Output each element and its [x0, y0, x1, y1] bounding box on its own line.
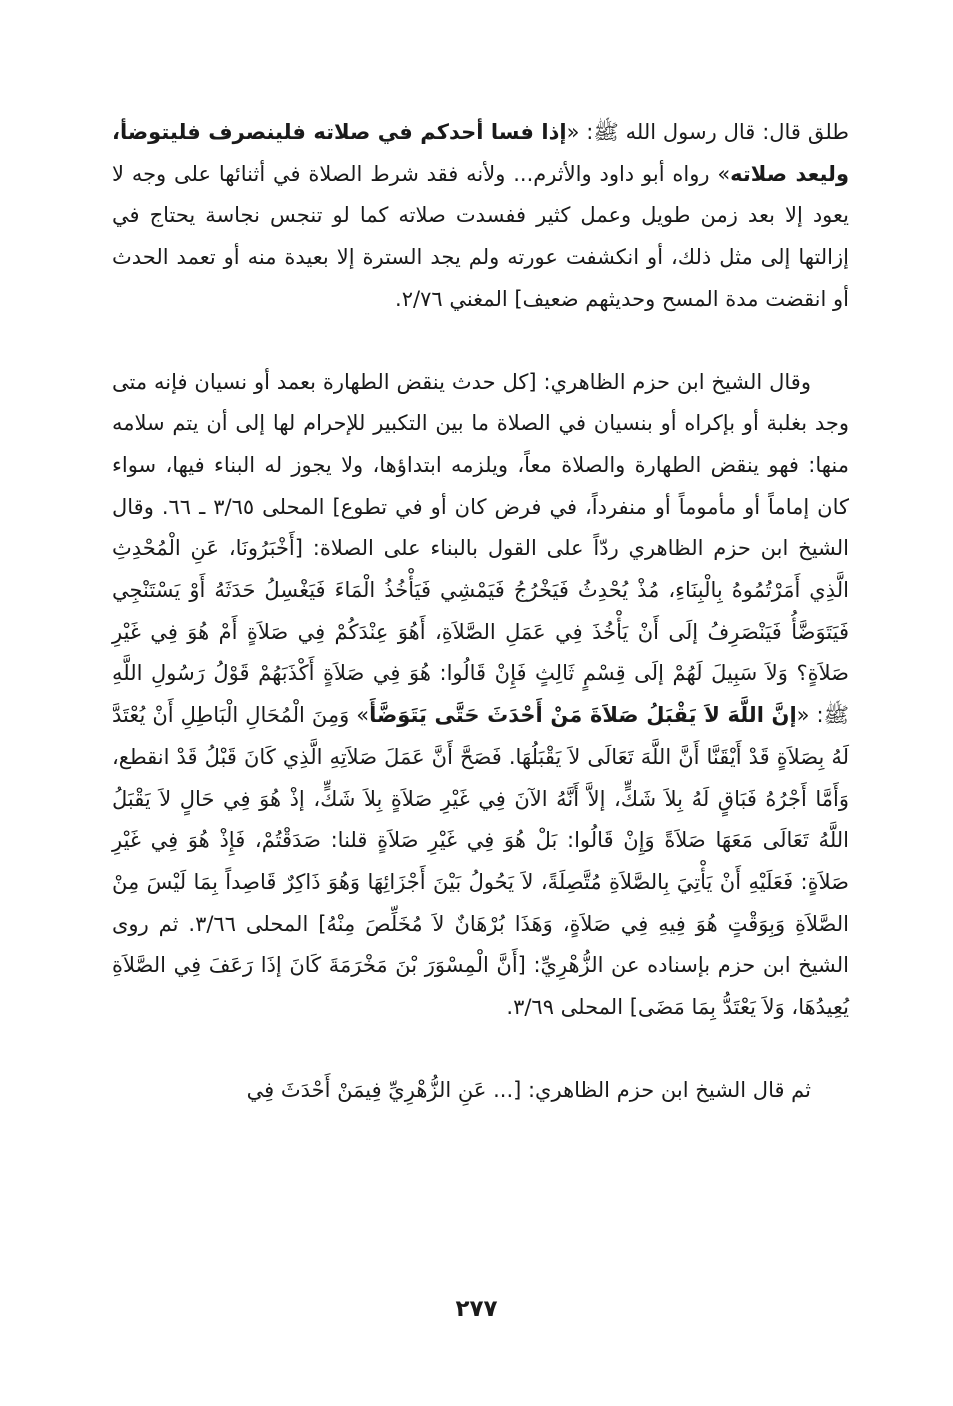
paragraph-3-text: ثم قال الشيخ ابن حزم الظاهري: [... عَنِ الزُّهْرِيِّ فِيمَنْ أَحْدَثَ فِي [246, 1077, 811, 1102]
paragraph-1-text: طلق قال: قال رسول الله ﷺ: « [566, 120, 850, 144]
hadith-quote-bold: إنَّ اللَّهَ لاَ يَقْبَلُ صَلاَةَ مَنْ أَحْدَثَ حَتَّى يَتَوَضَّأَ [369, 703, 797, 728]
paragraph-1-text-cont: » رواه أبو داود والأثرم... ولأنه فقد شرط الصلاة في أثنائها على وجه لا يعود إلا بعد زمن طويل وعمل كثير ففسدت صلاته كما لو تنجس نجاسة يحتاج في إزالتها إلى مثل ذلك، أو انكشفت عورته ولم يجد السترة إلا بعيدة منه أو تعمد الحدث أو انقضت مدة المسح وحديثهم ضعيف] المغني ٢/٧٦. [112, 161, 849, 311]
page-number: ٢٧٧ [455, 1296, 498, 1322]
paragraph-2 [112, 362, 849, 1029]
paragraph-1 [112, 112, 849, 321]
page-body [112, 112, 849, 1111]
paragraph-3 [112, 1070, 849, 1112]
paragraph-2-text-cont: » وَمِنَ الْمُحَالِ الْبَاطِلِ أَنْ يُعْتَدَّ لَهُ بِصَلاَةٍ قَدْ أَيْقَنَّا أَنَّ اللَّهَ تَعَالَى لاَ يَقْبَلُهَا. فَصَحَّ أَنَّ عَمَلَ صَلاَتِهِ الَّذِي كَانَ قَبْلُ قَدْ انقطع، وَأَمَّا أَجْرُهُ فَبَاقٍ لَهُ بِلاَ شَكٍّ، إلاَّ أَنَّهُ الآنَ فِي غَيْرِ صَلاَةٍ بِلاَ شَكٍّ، إذْ هُوَ فِي حَالٍ لاَ يَقْبَلُ اللَّهُ تَعَالَى مَعَهَا صَلاَةً وَإِنْ قَالُوا: بَلْ هُوَ فِي غَيْرِ صَلاَةٍ قلنا: صَدَقْتُمْ، فَإِذْ هُوَ فِي غَيْرِ صَلاَةٍ: فَعَلَيْهِ أَنْ يَأْتِيَ بِالصَّلاَةِ مُتَّصِلَةً، لاَ يَحُولُ بَيْنَ أَجْزَائِهَا وَهُوَ ذَاكِرٌ قَاصِداً بِمَا لَيْسَ مِنْ الصَّلاَةِ وَبِوَقْتٍ هُوَ فِيهِ فِي صَلاَةٍ، وَهَذَا بُرْهَانٌ لاَ مُخَلِّصَ مِنْهُ] المحلى ٣/٦٦. ثم روى الشيخ ابن حزم بإسناده عن الزُّهْرِيِّ: [أَنَّ الْمِسْوَرَ بْنَ مَخْرَمَةَ كَانَ إذَا رَعَفَ فِي الصَّلاَةِ يُعِيدُهَا، وَلاَ يَعْتَدُّ بِمَا مَضَى] المحلى ٣/٦٩. [112, 703, 849, 1020]
hadith-quote-bold: إذا فسا أحدكم في صلاته فلينصرف فليتوضأ، وليعد صلاته [112, 120, 849, 186]
paragraph-2-text: وقال الشيخ ابن حزم الظاهري: [كل حدث ينقض الطهارة بعمد أو نسيان فإنه متى وجد بغلبة أو بإكراه أو بنسيان في الصلاة ما بين التكبير للإحرام لها إلى أن يتم سلامه منها: فهو ينقض الطهارة والصلاة معاً، ويلزمه ابتداؤها، ولا يجوز له البناء فيها، سواء كان إماماً أو مأموماً أو منفرداً، في فرض كان أو في تطوع] المحلى ٣/٦٥ ـ ٦٦. وقال الشيخ ابن حزم الظاهري ردّاً على القول بالبناء على الصلاة: [أَخْبَرُونَا، عَنِ الْمُحْدِثِ الَّذِي أَمَرْتُمُوهُ بِالْبِنَاءِ، مُذْ يُحْدِثُ فَيَخْرُجُ فَيَمْشِي فَيَأْخُذُ الْمَاءَ فَيَغْسِلُ حَدَثَهُ أَوْ يَسْتَنْجِي فَيَتَوَضَّأُ فَيَنْصَرِفُ إلَى أَنْ يَأْخُذَ فِي عَمَلِ الصَّلاَةِ، أَهُوَ عِنْدَكُمْ فِي صَلاَةٍ أَمْ هُوَ فِي غَيْرِ صَلاَةٍ؟ وَلاَ سَبِيلَ لَهُمْ إلَى قِسْمٍ ثَالِثٍ فَإِنْ قَالُوا: هُوَ فِي صَلاَةٍ أَكْذَبَهُمْ قَوْلُ رَسُولِ اللَّهِ ﷺ: « [112, 369, 849, 728]
